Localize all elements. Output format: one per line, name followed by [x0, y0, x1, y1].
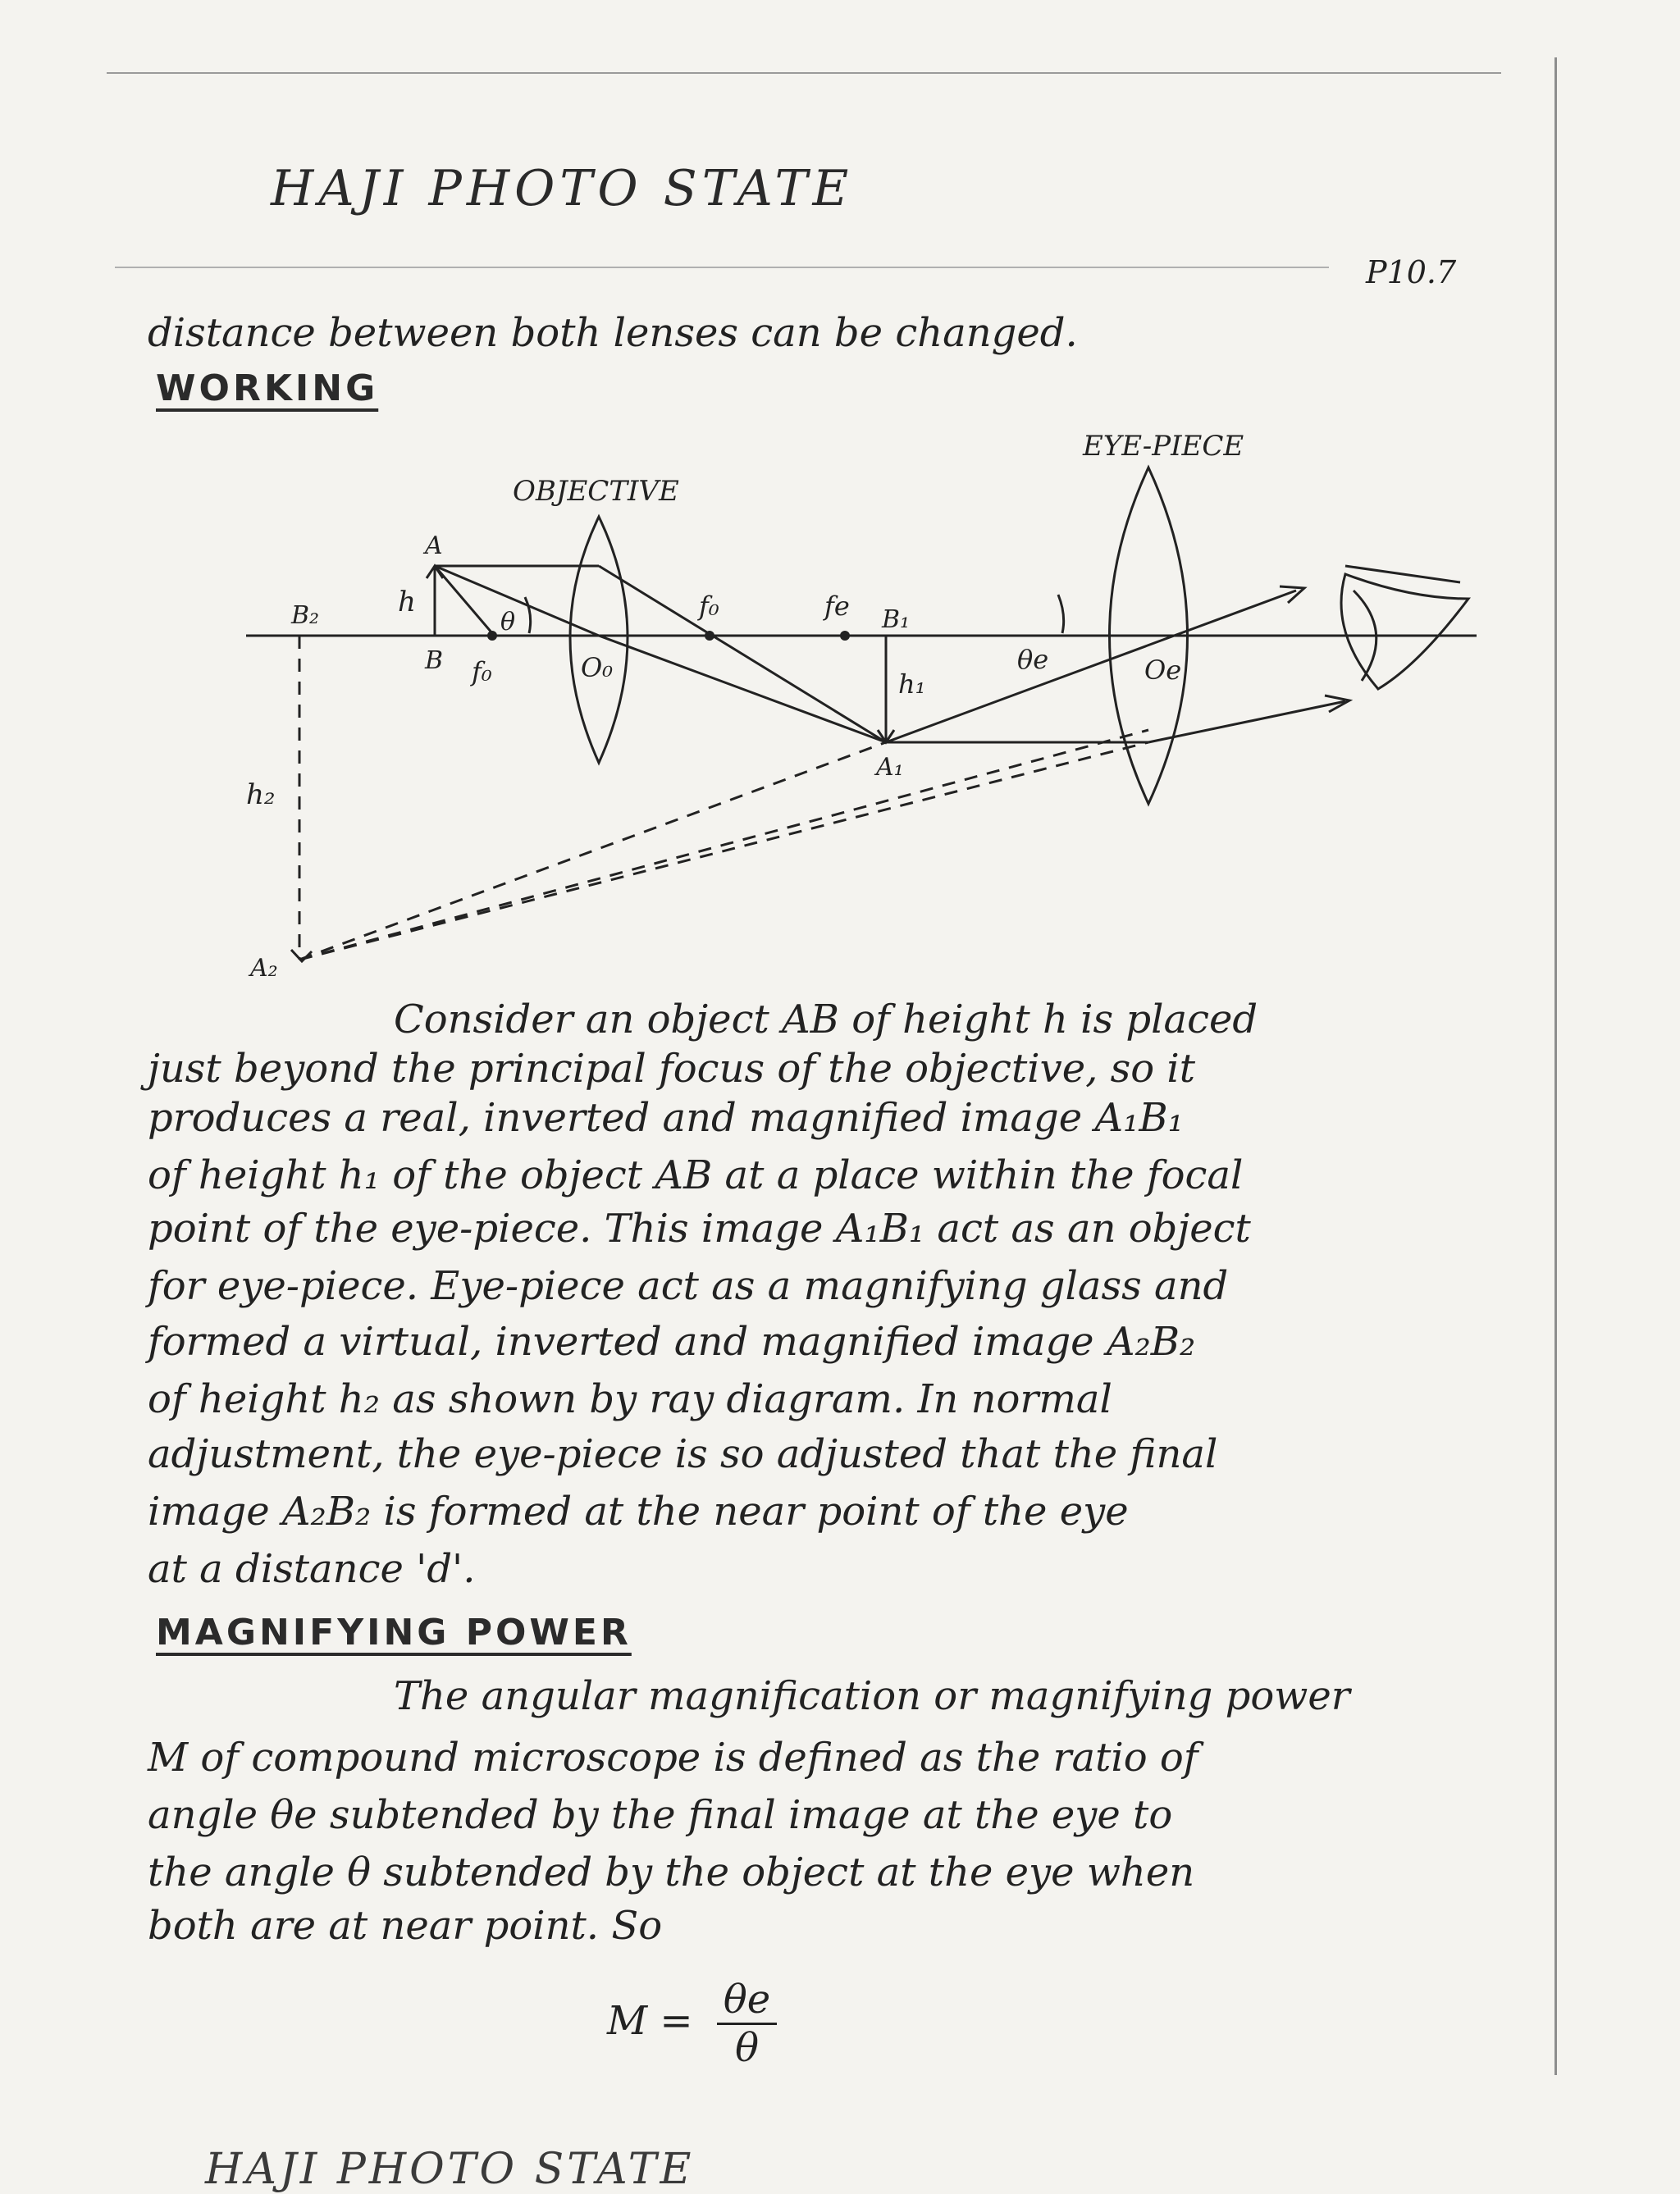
working-paragraph-line-8: of height h₂ as shown by ray diagram. In normal [148, 1376, 1112, 1422]
label-O0: O₀ [581, 652, 614, 683]
label-A1: A₁ [876, 753, 904, 782]
ray-diagram [0, 418, 1680, 1009]
working-paragraph-line-9: adjustment, the eye-piece is so adjusted that the final [148, 1431, 1218, 1477]
formula-numerator: θe [717, 1977, 777, 2025]
label-A: A [425, 531, 443, 560]
mp-paragraph-line-3: angle θe subtended by the final image at the eye to [148, 1792, 1173, 1838]
label-h2: h₂ [246, 778, 276, 811]
mp-paragraph-line-4: the angle θ subtended by the object at the eye when [148, 1850, 1195, 1895]
working-paragraph-line-1: Consider an object AB of height h is placed [394, 997, 1258, 1042]
label-B: B [425, 646, 444, 675]
page-number: P10.7 [1366, 254, 1457, 290]
formula-lhs: M = [607, 1998, 693, 2044]
label-fo-left: f₀ [472, 656, 492, 687]
right-margin-rule [1554, 57, 1557, 2075]
label-fo-right: f₀ [699, 591, 719, 622]
label-fe: fe [824, 591, 850, 622]
label-objective: OBJECTIVE [513, 475, 679, 508]
mp-paragraph-line-2: M of compound microscope is defined as the ratio of [148, 1735, 1198, 1781]
label-B2: B₂ [291, 601, 320, 630]
header-rule [115, 267, 1329, 268]
formula-denominator: θ [735, 2025, 759, 2071]
mp-paragraph-line-5: both are at near point. So [148, 1903, 663, 1949]
page-header-title: HAJI PHOTO STATE [271, 160, 854, 217]
label-theta-e: θe [1017, 644, 1049, 675]
label-A2: A₂ [250, 954, 278, 983]
mp-paragraph-line-1: The angular magnification or magnifying power [394, 1673, 1350, 1719]
working-paragraph-line-6: for eye-piece. Eye-piece act as a magnifying glass and [148, 1263, 1229, 1309]
label-h1: h₁ [898, 668, 926, 700]
formula-fraction [717, 1977, 777, 2071]
working-paragraph-line-5: point of the eye-piece. This image A₁B₁ act as an object [148, 1206, 1251, 1252]
working-paragraph-line-2: just beyond the principal focus of the objective, so it [148, 1046, 1196, 1092]
page-footer-title: HAJI PHOTO STATE [205, 2145, 695, 2194]
working-paragraph-line-11: at a distance 'd'. [148, 1546, 476, 1592]
label-eyepiece: EYE-PIECE [1083, 430, 1244, 463]
label-B1: B₁ [882, 605, 911, 634]
working-paragraph-line-10: image A₂B₂ is formed at the near point of the eye [148, 1489, 1129, 1535]
label-h: h [398, 586, 416, 618]
working-paragraph-line-7: formed a virtual, inverted and magnified image A₂B₂ [148, 1319, 1196, 1365]
magnifying-power-formula [607, 1977, 777, 2071]
top-rule [107, 72, 1501, 74]
working-paragraph-line-4: of height h₁ of the object AB at a place within the focal [148, 1152, 1244, 1198]
label-Oe: Oe [1144, 655, 1182, 686]
intro-line: distance between both lenses can be changed. [148, 310, 1078, 356]
magnifying-power-heading: MAGNIFYING POWER [156, 1612, 632, 1653]
label-theta: θ [500, 608, 516, 636]
working-heading: WORKING [156, 367, 379, 409]
working-paragraph-line-3: produces a real, inverted and magnified image A₁B₁ [148, 1095, 1184, 1141]
